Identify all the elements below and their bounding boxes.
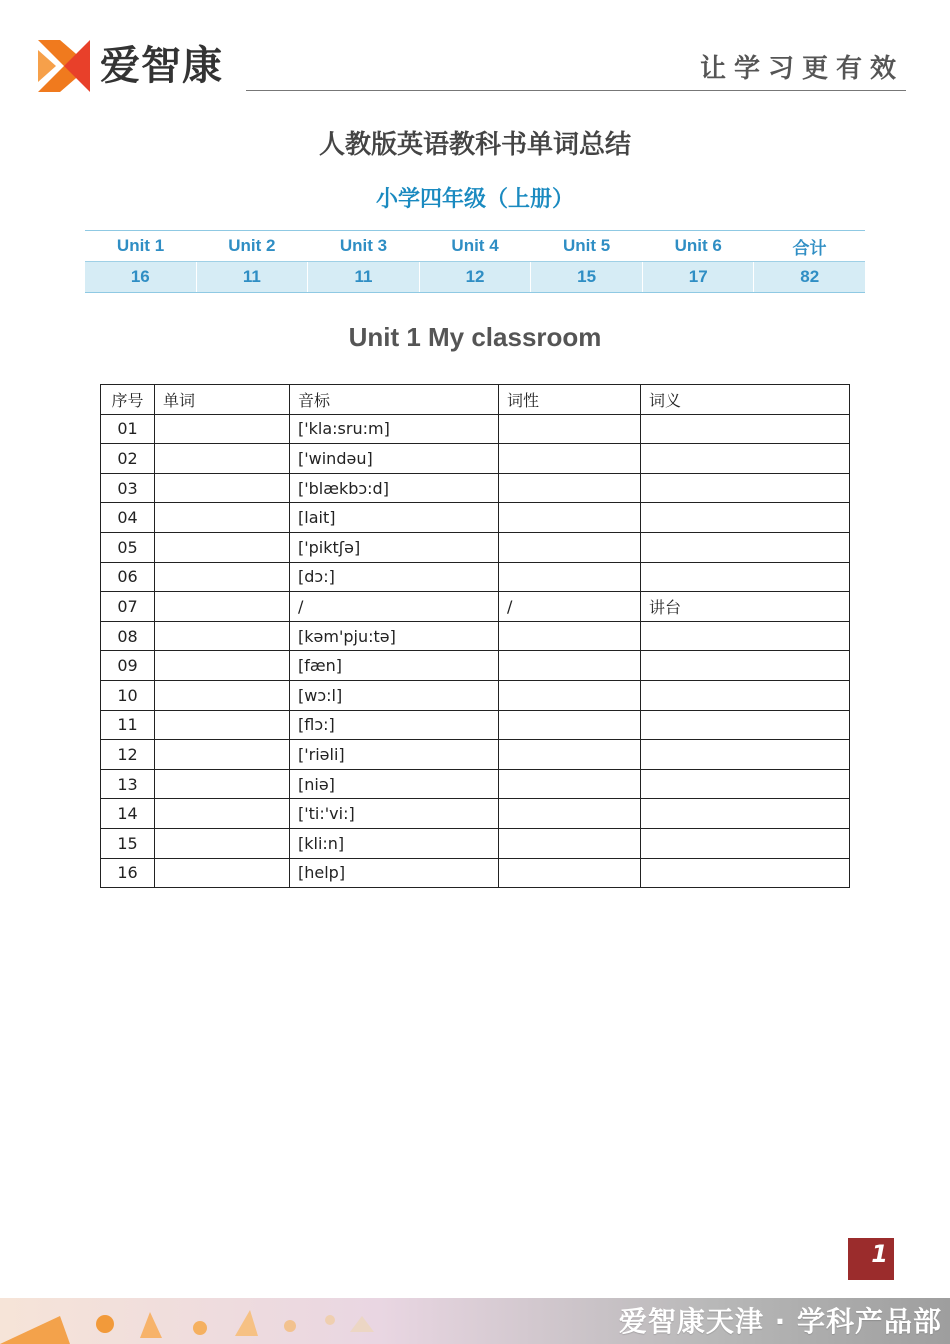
summary-header-cell: Unit 6 [642, 231, 754, 262]
summary-value-cell: 11 [308, 262, 420, 293]
cell-pos [499, 562, 641, 592]
cell-meaning [641, 473, 850, 503]
word-table-row [101, 769, 850, 799]
summary-header-cell: 合计 [754, 231, 865, 262]
cell-word [155, 769, 290, 799]
cell-word [155, 680, 290, 710]
word-table-row [101, 532, 850, 562]
word-table-row [101, 858, 850, 888]
cell-meaning [641, 858, 850, 888]
cell-pos [499, 769, 641, 799]
cell-phonetic: ['windəu] [290, 444, 499, 474]
word-table-row [101, 799, 850, 829]
cell-num: 07 [101, 592, 155, 622]
cell-meaning [641, 740, 850, 770]
summary-value-cell: 17 [642, 262, 754, 293]
cell-word [155, 562, 290, 592]
cell-pos [499, 444, 641, 474]
cell-phonetic: / [290, 592, 499, 622]
cell-pos [499, 858, 641, 888]
cell-num: 02 [101, 444, 155, 474]
header-meaning: 词义 [641, 385, 850, 415]
cell-phonetic: [niə] [290, 769, 499, 799]
cell-phonetic: [wɔ:l] [290, 680, 499, 710]
brand-logo-icon [38, 40, 90, 92]
cell-word [155, 503, 290, 533]
word-table-header-row [101, 385, 850, 415]
word-table [100, 384, 850, 888]
cell-num: 09 [101, 651, 155, 681]
cell-word [155, 592, 290, 622]
word-table-row [101, 592, 850, 622]
cell-num: 05 [101, 532, 155, 562]
cell-meaning [641, 503, 850, 533]
cell-meaning [641, 799, 850, 829]
header-num: 序号 [101, 385, 155, 415]
cell-meaning [641, 621, 850, 651]
cell-phonetic: [kəm'pju:tə] [290, 621, 499, 651]
cell-num: 06 [101, 562, 155, 592]
cell-meaning [641, 414, 850, 444]
word-table-row [101, 710, 850, 740]
cell-pos [499, 740, 641, 770]
word-table-row [101, 473, 850, 503]
cell-phonetic: ['blækbɔ:d] [290, 473, 499, 503]
cell-num: 01 [101, 414, 155, 444]
summary-header-cell: Unit 1 [85, 231, 196, 262]
page-number: 1 [848, 1238, 894, 1280]
summary-header-cell: Unit 3 [308, 231, 420, 262]
cell-word [155, 473, 290, 503]
cell-pos [499, 799, 641, 829]
word-table-row [101, 651, 850, 681]
cell-phonetic: ['ti:'vi:] [290, 799, 499, 829]
cell-word [155, 740, 290, 770]
cell-num: 13 [101, 769, 155, 799]
word-table-row [101, 621, 850, 651]
cell-phonetic: [help] [290, 858, 499, 888]
cell-phonetic: [flɔ:] [290, 710, 499, 740]
footer-decoration-icon [0, 1298, 390, 1344]
cell-meaning [641, 680, 850, 710]
cell-meaning [641, 532, 850, 562]
summary-value-cell: 11 [196, 262, 308, 293]
cell-word [155, 828, 290, 858]
cell-pos [499, 621, 641, 651]
cell-pos [499, 828, 641, 858]
word-table-row [101, 444, 850, 474]
cell-word [155, 621, 290, 651]
cell-phonetic: [kli:n] [290, 828, 499, 858]
cell-phonetic: [dɔ:] [290, 562, 499, 592]
word-table-row [101, 503, 850, 533]
word-table-row [101, 562, 850, 592]
cell-num: 04 [101, 503, 155, 533]
summary-value-cell: 15 [531, 262, 643, 293]
summary-value-cell: 16 [85, 262, 196, 293]
cell-num: 10 [101, 680, 155, 710]
document-title: 人教版英语教科书单词总结 [318, 130, 631, 160]
cell-pos: / [499, 592, 641, 622]
cell-meaning [641, 828, 850, 858]
brand-name: 爱智康 [100, 43, 223, 89]
cell-num: 03 [101, 473, 155, 503]
footer-text: 爱智康天津 · 学科产品部 [618, 1305, 942, 1338]
cell-phonetic: ['riəli] [290, 740, 499, 770]
cell-meaning: 讲台 [641, 592, 850, 622]
cell-word [155, 651, 290, 681]
word-table-row [101, 680, 850, 710]
summary-header-cell: Unit 4 [419, 231, 531, 262]
cell-meaning [641, 769, 850, 799]
cell-meaning [641, 651, 850, 681]
cell-word [155, 414, 290, 444]
cell-meaning [641, 562, 850, 592]
cell-pos [499, 503, 641, 533]
header-phonetic: 音标 [290, 385, 499, 415]
word-table-row [101, 414, 850, 444]
summary-value-cell: 12 [419, 262, 531, 293]
cell-phonetic: ['piktʃə] [290, 532, 499, 562]
cell-phonetic: [lait] [290, 503, 499, 533]
summary-header-cell: Unit 2 [196, 231, 308, 262]
cell-meaning [641, 444, 850, 474]
cell-pos [499, 532, 641, 562]
cell-pos [499, 680, 641, 710]
cell-phonetic: [fæn] [290, 651, 499, 681]
cell-word [155, 444, 290, 474]
cell-num: 16 [101, 858, 155, 888]
cell-num: 14 [101, 799, 155, 829]
word-table-row [101, 828, 850, 858]
cell-pos [499, 414, 641, 444]
header-pos: 词性 [499, 385, 641, 415]
summary-values-row [85, 262, 865, 293]
cell-num: 11 [101, 710, 155, 740]
cell-pos [499, 651, 641, 681]
summary-header-cell: Unit 5 [531, 231, 643, 262]
cell-word [155, 532, 290, 562]
header-word: 单词 [155, 385, 290, 415]
cell-phonetic: ['kla:sru:m] [290, 414, 499, 444]
slogan: 让学习更有效 [699, 54, 904, 84]
cell-word [155, 799, 290, 829]
unit-summary-table [85, 230, 865, 293]
cell-meaning [641, 710, 850, 740]
summary-value-cell: 82 [754, 262, 865, 293]
cell-word [155, 710, 290, 740]
cell-pos [499, 473, 641, 503]
cell-pos [499, 710, 641, 740]
cell-num: 15 [101, 828, 155, 858]
unit-title: Unit 1 My classroom [348, 322, 602, 352]
cell-word [155, 858, 290, 888]
cell-num: 12 [101, 740, 155, 770]
cell-num: 08 [101, 621, 155, 651]
summary-header-row [85, 231, 865, 262]
header-divider [246, 90, 906, 91]
word-table-row [101, 740, 850, 770]
document-subtitle: 小学四年级（上册） [375, 187, 574, 212]
